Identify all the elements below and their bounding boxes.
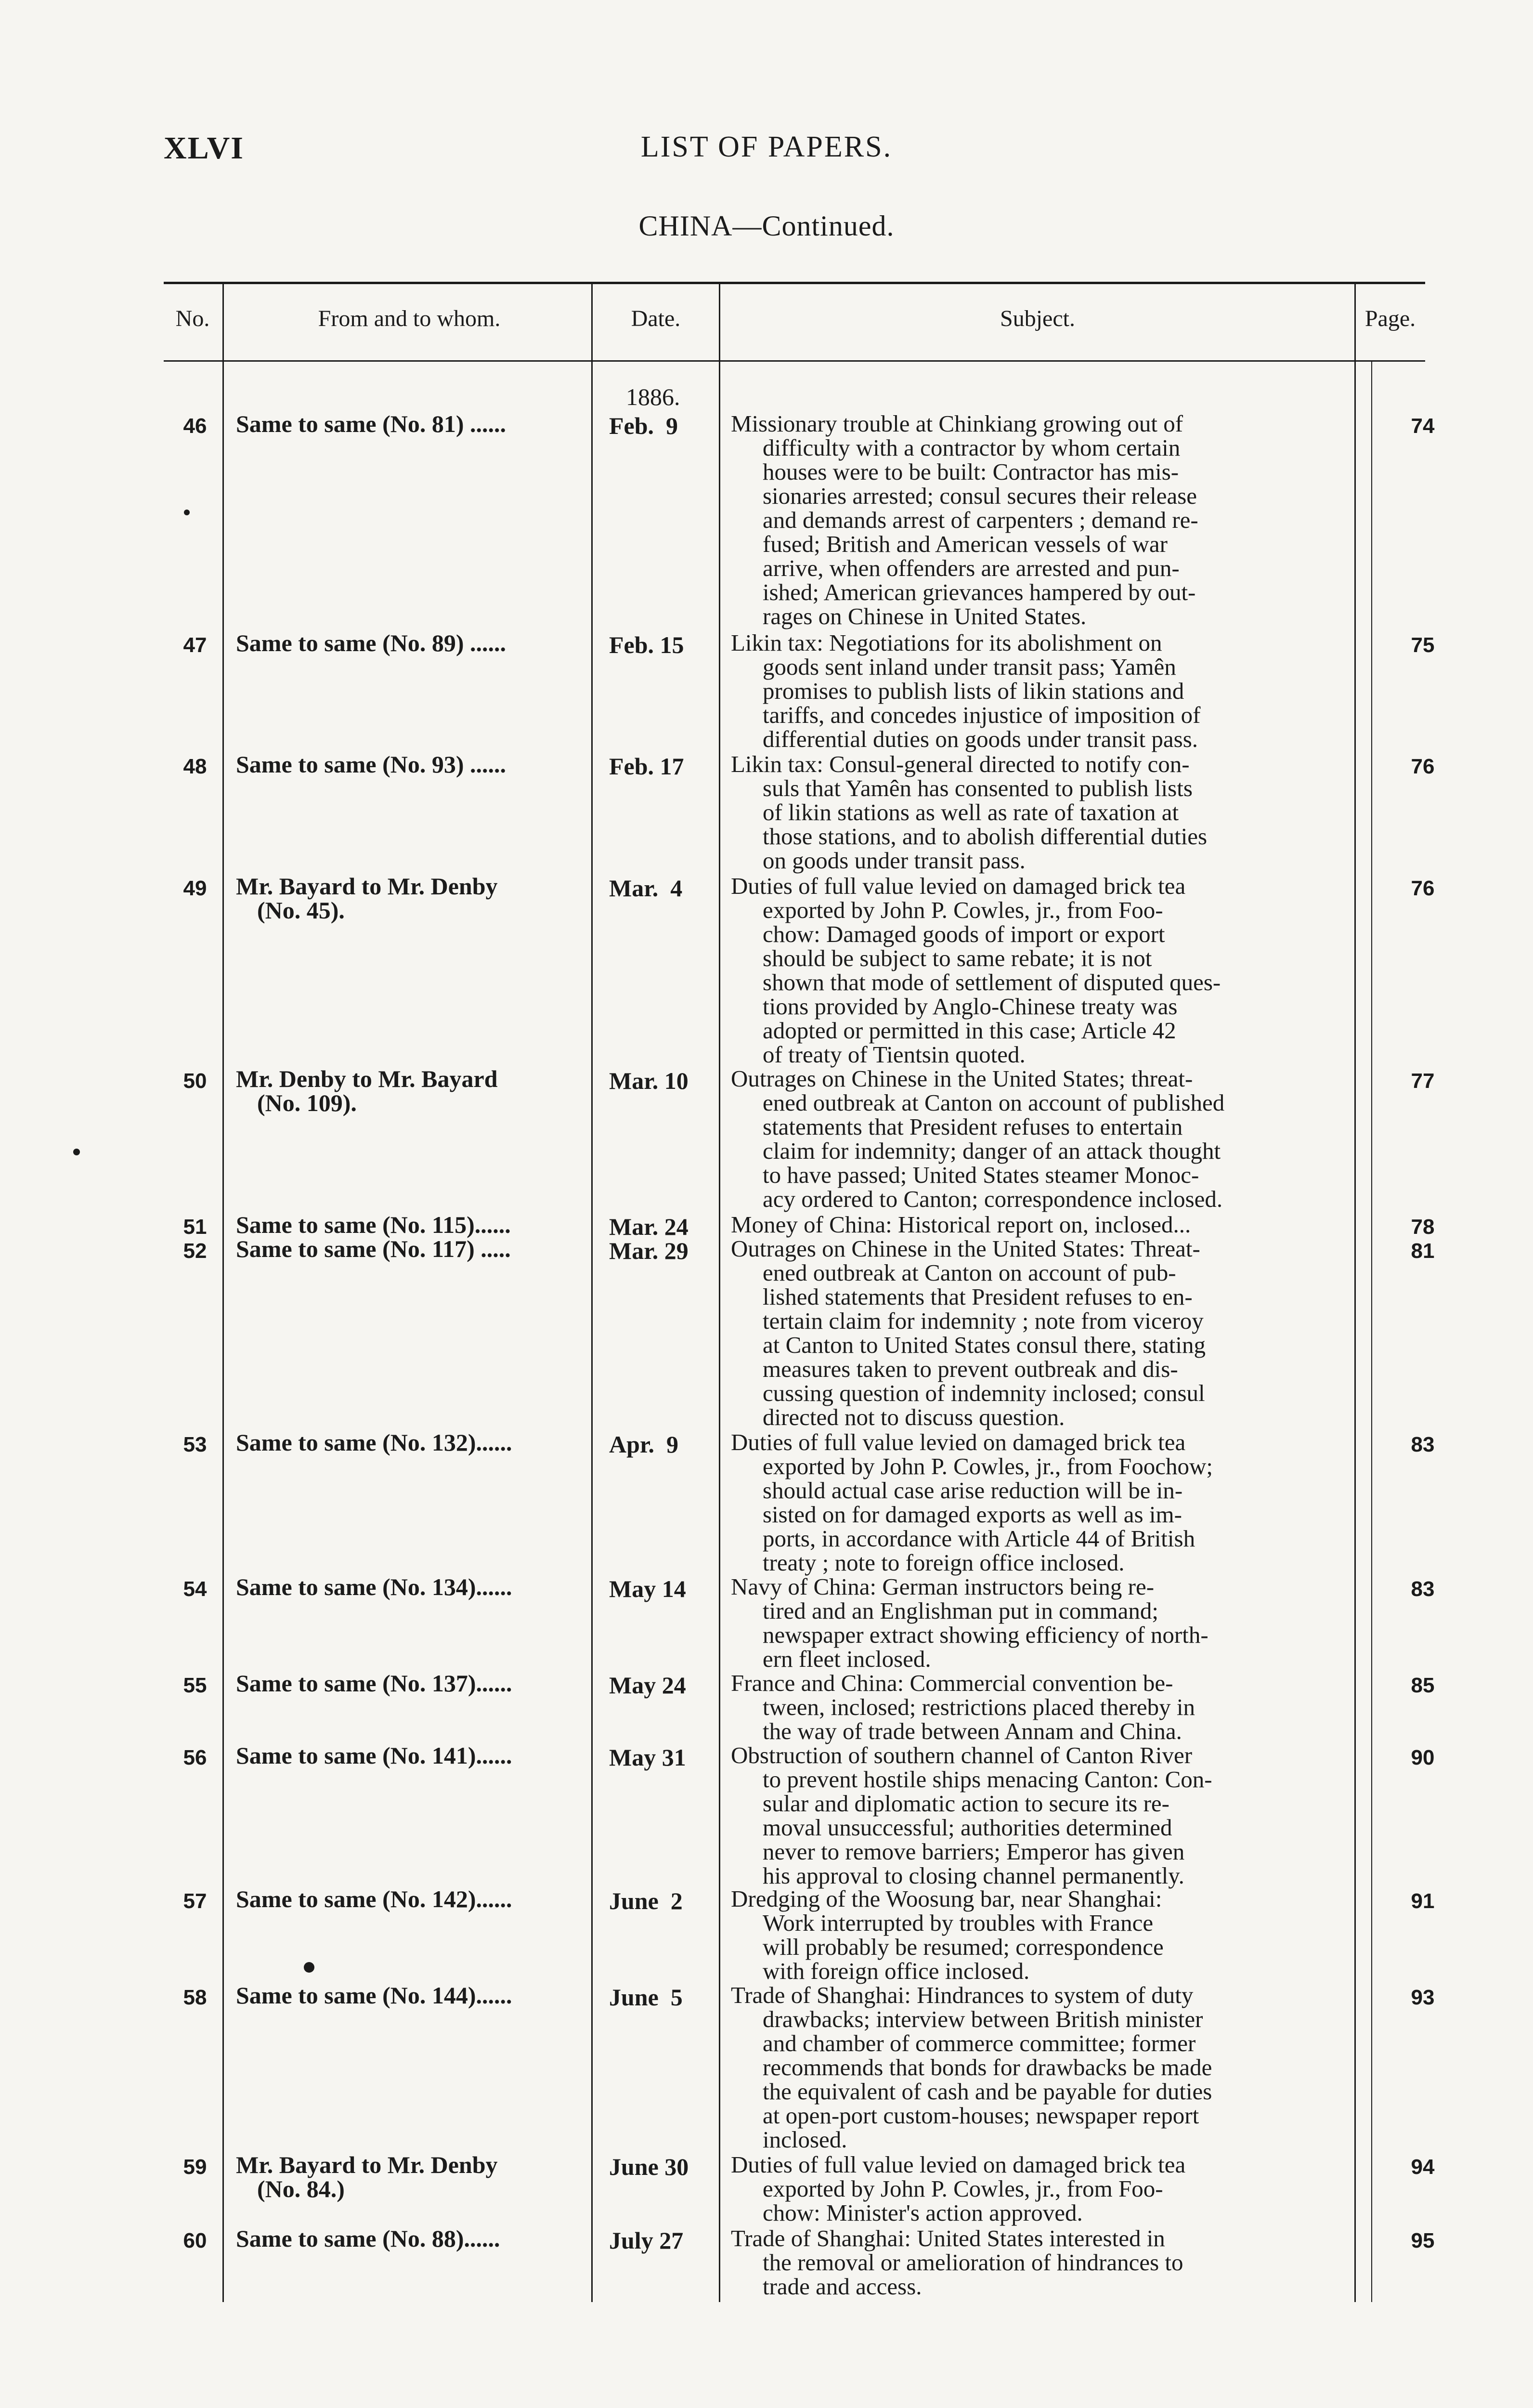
- row-page: 95: [1411, 2229, 1435, 2252]
- row-subject-line: ports, in accordance with Article 44 of British: [763, 1525, 1195, 1552]
- row-subject-line: will probably be resumed; correspondence: [763, 1934, 1164, 1960]
- row-from: [236, 1237, 511, 1261]
- row-subject: [731, 1743, 1357, 1888]
- row-from-line: Same to same (No. 88)......: [236, 2225, 500, 2252]
- row-number: 52: [183, 1239, 207, 1263]
- row-subject: [731, 1575, 1357, 1671]
- row-page: 81: [1411, 1239, 1435, 1263]
- row-subject-line: rages on Chinese in United States.: [763, 603, 1087, 629]
- row-date: Feb. 15: [609, 631, 684, 658]
- row-from: [236, 752, 506, 776]
- row-subject-line: Outrages on Chinese in the United States; threat-: [731, 1065, 1193, 1092]
- row-subject-line: tions provided by Anglo-Chinese treaty was: [763, 993, 1178, 1020]
- row-from: [236, 1671, 512, 1695]
- print-speck: [73, 1149, 80, 1155]
- row-subject-line: promises to publish lists of likin stations and: [763, 678, 1184, 704]
- row-from-line: (No. 84.): [257, 2175, 345, 2202]
- row-page: 75: [1411, 633, 1435, 657]
- row-subject-line: statements that President refuses to entertain: [763, 1113, 1183, 1140]
- row-subject-line: directed not to discuss question.: [763, 1404, 1065, 1430]
- row-subject-line: exported by John P. Cowles, jr., from Foo-: [763, 2175, 1163, 2202]
- row-date: June 5: [609, 1984, 683, 2011]
- row-subject: [731, 752, 1357, 873]
- row-subject-line: Trade of Shanghai: United States interested in: [731, 2225, 1165, 2251]
- row-subject-line: Duties of full value levied on damaged brick tea: [731, 873, 1186, 899]
- row-subject-line: ened outbreak at Canton on account of published: [763, 1089, 1225, 1116]
- row-from-line: Same to same (No. 142)......: [236, 1885, 512, 1912]
- row-date: May 24: [609, 1672, 686, 1699]
- row-from-line: Mr. Bayard to Mr. Denby: [236, 873, 498, 900]
- row-from-line: Same to same (No. 93) ......: [236, 751, 507, 778]
- table-head-rule: [164, 360, 1425, 362]
- row-from-line: (No. 45).: [257, 897, 345, 924]
- row-number: 48: [183, 755, 207, 778]
- row-from: [236, 2226, 500, 2251]
- row-from: [236, 1430, 512, 1454]
- column-divider: [591, 284, 593, 2302]
- row-from-line: Same to same (No. 115)......: [236, 1211, 511, 1238]
- row-subject-line: claim for indemnity; danger of an attack thought: [763, 1138, 1221, 1164]
- row-page: 76: [1411, 755, 1435, 778]
- row-from-line: Mr. Bayard to Mr. Denby: [236, 2151, 498, 2178]
- row-subject-line: Duties of full value levied on damaged brick tea: [731, 1429, 1186, 1455]
- row-page: 78: [1411, 1215, 1435, 1239]
- row-subject-line: exported by John P. Cowles, jr., from Foo-: [763, 897, 1163, 923]
- row-from-line: Same to same (No. 141)......: [236, 1742, 512, 1769]
- row-subject-line: at open-port custom-houses; newspaper report: [763, 2102, 1199, 2129]
- row-subject-line: and chamber of commerce committee; former: [763, 2030, 1196, 2056]
- row-subject-line: ished; American grievances hampered by out-: [763, 579, 1196, 605]
- row-subject-line: ern fleet inclosed.: [763, 1646, 931, 1672]
- row-subject-line: Work interrupted by troubles with France: [763, 1910, 1154, 1936]
- row-subject-line: cussing question of indemnity inclosed; consul: [763, 1380, 1205, 1406]
- row-number: 54: [183, 1577, 207, 1601]
- row-from-line: Same to same (No. 89) ......: [236, 629, 507, 656]
- row-from-line: Same to same (No. 81) ......: [236, 410, 507, 437]
- row-subject-line: tired and an Englishman put in command;: [763, 1597, 1158, 1624]
- row-subject: [731, 1671, 1357, 1743]
- column-header-page: Page.: [1364, 306, 1416, 331]
- row-subject-line: the equivalent of cash and be payable for duties: [763, 2078, 1212, 2105]
- row-subject-line: trade and access.: [763, 2273, 922, 2300]
- row-subject: [731, 1067, 1357, 1211]
- row-from: [236, 1743, 512, 1767]
- row-subject: [731, 2226, 1357, 2299]
- row-subject: [731, 1237, 1357, 1429]
- row-subject-line: at Canton to United States consul there, stating: [763, 1332, 1206, 1358]
- row-subject-line: moval unsuccessful; authorities determined: [763, 1814, 1172, 1841]
- row-subject-line: inclosed.: [763, 2126, 847, 2153]
- row-subject-line: drawbacks; interview between British minister: [763, 2006, 1203, 2032]
- row-subject-line: sular and diplomatic action to secure its re-: [763, 1790, 1169, 1817]
- row-subject-line: Trade of Shanghai: Hindrances to system of duty: [731, 1982, 1194, 2008]
- row-number: 58: [183, 1986, 207, 2009]
- row-date: Mar. 10: [609, 1067, 689, 1094]
- row-date: Mar. 4: [609, 875, 683, 902]
- row-subject-line: chow: Minister's action approved.: [763, 2199, 1083, 2226]
- row-page: 83: [1411, 1433, 1435, 1456]
- row-subject-line: the removal or amelioration of hindrances to: [763, 2249, 1183, 2276]
- print-speck: [304, 1962, 314, 1973]
- row-number: 46: [183, 414, 207, 438]
- row-subject-line: should be subject to same rebate; it is not: [763, 945, 1152, 971]
- row-number: 50: [183, 1069, 207, 1093]
- date-year: 1886.: [626, 383, 680, 410]
- row-from-line: Same to same (No. 144)......: [236, 1982, 512, 2009]
- row-subject-line: tariffs, and concedes injustice of imposition of: [763, 702, 1201, 728]
- row-from: [236, 1887, 512, 1911]
- row-date: May 14: [609, 1575, 686, 1602]
- row-subject-line: fused; British and American vessels of war: [763, 531, 1168, 557]
- row-page: 76: [1411, 877, 1435, 900]
- row-subject-line: to prevent hostile ships menacing Canton: Con-: [763, 1766, 1212, 1793]
- row-subject-line: tertain claim for indemnity ; note from viceroy: [763, 1308, 1204, 1334]
- row-subject-line: the way of trade between Annam and China.: [763, 1718, 1182, 1744]
- row-subject: [731, 1430, 1357, 1575]
- row-from: [236, 412, 506, 436]
- row-number: 47: [183, 633, 207, 657]
- row-subject-line: difficulty with a contractor by whom certain: [763, 434, 1181, 461]
- row-subject-line: Outrages on Chinese in the United States: Threat-: [731, 1235, 1200, 1262]
- print-speck: [184, 510, 190, 515]
- row-from-line: Mr. Denby to Mr. Bayard: [236, 1065, 498, 1092]
- row-subject: [731, 412, 1357, 628]
- row-from: [236, 631, 506, 655]
- row-from-line: Same to same (No. 137)......: [236, 1670, 512, 1697]
- row-subject-line: should actual case arise reduction will be in-: [763, 1477, 1183, 1504]
- row-number: 49: [183, 877, 207, 900]
- row-from-line: Same to same (No. 117) .....: [236, 1235, 511, 1262]
- row-from: [236, 1983, 512, 2007]
- column-header-subject: Subject.: [1000, 306, 1075, 331]
- row-subject-line: measures taken to prevent outbreak and dis-: [763, 1356, 1178, 1382]
- row-subject-line: to have passed; United States steamer Monoc-: [763, 1162, 1199, 1188]
- row-date: Mar. 29: [609, 1237, 689, 1264]
- row-subject-line: Likin tax: Negotiations for its abolishment on: [731, 629, 1162, 656]
- row-subject-line: recommends that bonds for drawbacks be made: [763, 2054, 1212, 2081]
- column-header-no: No.: [175, 306, 210, 331]
- row-number: 55: [183, 1674, 207, 1697]
- row-subject-line: Money of China: Historical report on, inclosed...: [731, 1211, 1191, 1238]
- page-folio: XLVI: [164, 131, 244, 166]
- row-subject-line: adopted or permitted in this case; Article 42: [763, 1017, 1176, 1044]
- page-title: LIST OF PAPERS.: [640, 131, 893, 163]
- section-subtitle: CHINA—Continued.: [638, 210, 895, 242]
- row-page: 77: [1411, 1069, 1435, 1093]
- row-subject-line: France and China: Commercial convention be-: [731, 1670, 1173, 1696]
- row-page: 85: [1411, 1674, 1435, 1697]
- row-subject: [731, 1983, 1357, 2152]
- row-subject-line: sionaries arrested; consul secures their release: [763, 483, 1197, 509]
- row-subject-line: Duties of full value levied on damaged brick tea: [731, 2151, 1186, 2178]
- row-page: 91: [1411, 1889, 1435, 1913]
- row-subject-line: arrive, when offenders are arrested and pun-: [763, 555, 1180, 581]
- row-page: 74: [1411, 414, 1435, 438]
- row-subject-line: those stations, and to abolish differential duties: [763, 823, 1208, 850]
- row-page: 93: [1411, 1986, 1435, 2009]
- column-divider: [719, 284, 720, 2302]
- row-subject-line: chow: Damaged goods of import or export: [763, 921, 1165, 947]
- row-from: [236, 2153, 498, 2201]
- row-from-line: Same to same (No. 134)......: [236, 1573, 512, 1600]
- row-from: [236, 1575, 512, 1599]
- row-subject-line: Missionary trouble at Chinkiang growing out of: [731, 410, 1183, 437]
- row-subject-line: suls that Yamên has consented to publish lists: [763, 775, 1193, 801]
- table-top-rule: [164, 282, 1425, 284]
- row-subject-line: Navy of China: German instructors being re-: [731, 1573, 1155, 1600]
- row-number: 53: [183, 1433, 207, 1456]
- row-subject-line: Dredging of the Woosung bar, near Shanghai:: [731, 1885, 1162, 1912]
- column-header-from: From and to whom.: [318, 306, 501, 331]
- row-subject-line: Obstruction of southern channel of Canton River: [731, 1742, 1193, 1768]
- row-date: July 27: [609, 2227, 684, 2254]
- column-header-date: Date.: [631, 306, 681, 331]
- row-subject-line: of likin stations as well as rate of taxation at: [763, 799, 1179, 825]
- row-subject-line: lished statements that President refuses to en-: [763, 1283, 1193, 1310]
- row-number: 60: [183, 2229, 207, 2252]
- row-subject-line: exported by John P. Cowles, jr., from Foochow;: [763, 1453, 1213, 1479]
- row-number: 56: [183, 1746, 207, 1769]
- column-divider: [1371, 360, 1372, 2302]
- row-subject-line: newspaper extract showing efficiency of north-: [763, 1622, 1208, 1648]
- row-subject-line: shown that mode of settlement of disputed ques-: [763, 969, 1221, 995]
- row-from-line: Same to same (No. 132)......: [236, 1429, 512, 1456]
- row-date: Feb. 9: [609, 412, 678, 439]
- row-subject: [731, 874, 1357, 1067]
- row-subject: [731, 2153, 1357, 2225]
- row-subject-line: treaty ; note to foreign office inclosed.: [763, 1549, 1125, 1576]
- row-subject-line: Likin tax: Consul-general directed to notify con-: [731, 751, 1190, 777]
- row-subject-line: and demands arrest of carpenters ; demand re-: [763, 507, 1198, 533]
- row-subject: [731, 631, 1357, 751]
- row-number: 59: [183, 2155, 207, 2179]
- row-subject-line: acy ordered to Canton; correspondence inclosed.: [763, 1186, 1223, 1212]
- row-date: Feb. 17: [609, 753, 684, 780]
- row-subject-line: goods sent inland under transit pass; Yamên: [763, 654, 1176, 680]
- row-from: [236, 874, 498, 922]
- row-page: 94: [1411, 2155, 1435, 2179]
- row-from: [236, 1067, 498, 1115]
- row-from: [236, 1213, 511, 1237]
- row-subject-line: tween, inclosed; restrictions placed thereby in: [763, 1694, 1195, 1720]
- row-subject-line: differential duties on goods under transit pass.: [763, 726, 1198, 752]
- row-number: 57: [183, 1889, 207, 1913]
- row-from-line: (No. 109).: [257, 1089, 357, 1116]
- row-subject: [731, 1213, 1357, 1237]
- row-subject-line: never to remove barriers; Emperor has given: [763, 1838, 1185, 1865]
- row-page: 83: [1411, 1577, 1435, 1601]
- row-date: June 2: [609, 1887, 683, 1914]
- row-subject-line: of treaty of Tientsin quoted.: [763, 1041, 1026, 1068]
- row-subject-line: his approval to closing channel permanently.: [763, 1862, 1184, 1889]
- row-page: 90: [1411, 1746, 1435, 1769]
- row-subject-line: sisted on for damaged exports as well as im-: [763, 1501, 1182, 1528]
- row-date: Mar. 24: [609, 1213, 689, 1240]
- row-number: 51: [183, 1215, 207, 1239]
- row-date: June 30: [609, 2153, 689, 2180]
- row-subject: [731, 1887, 1357, 1983]
- row-subject-line: on goods under transit pass.: [763, 847, 1026, 874]
- row-date: Apr. 9: [609, 1431, 679, 1458]
- row-subject-line: houses were to be built: Contractor has mis-: [763, 458, 1179, 485]
- row-subject-line: with foreign office inclosed.: [763, 1958, 1030, 1984]
- row-date: May 31: [609, 1744, 686, 1771]
- row-subject-line: ened outbreak at Canton on account of pub-: [763, 1259, 1176, 1286]
